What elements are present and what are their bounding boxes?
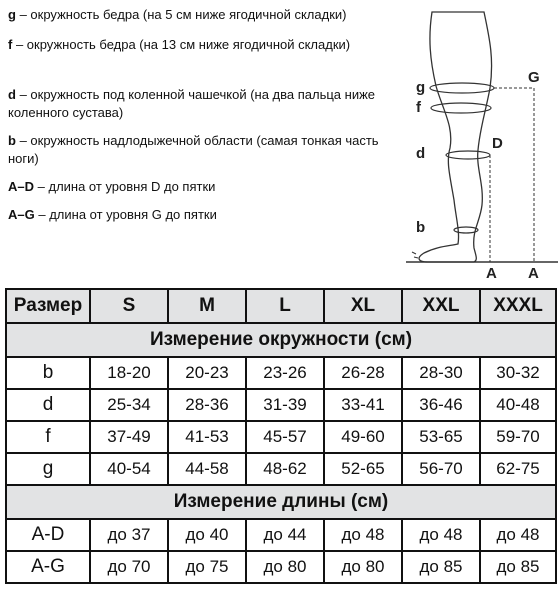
table-cell: 25-34 — [90, 389, 168, 421]
size-header-label: Размер — [6, 289, 90, 323]
table-cell: 36-46 — [402, 389, 480, 421]
table-cell: 28-36 — [168, 389, 246, 421]
legend-item-b — [8, 132, 380, 168]
table-cell: 45-57 — [246, 421, 324, 453]
label-G: G — [528, 69, 540, 86]
size-header-cell: XXXL — [480, 289, 556, 323]
table-row — [6, 357, 556, 389]
table-cell: 44-58 — [168, 453, 246, 485]
size-header-cell: M — [168, 289, 246, 323]
table-cell: 23-26 — [246, 357, 324, 389]
label-d: d — [416, 145, 426, 162]
leg-outline — [419, 12, 492, 262]
legend-key: b — [8, 133, 16, 148]
legend-key: g — [8, 7, 16, 22]
length-section-row — [6, 485, 556, 519]
row-label: A-D — [6, 519, 90, 551]
table-row — [6, 519, 556, 551]
table-cell: 28-30 — [402, 357, 480, 389]
table-cell: до 80 — [324, 551, 402, 583]
label-D: D — [492, 135, 503, 152]
length-section-title: Измерение длины (см) — [6, 485, 556, 519]
table-cell: 59-70 — [480, 421, 556, 453]
label-b: b — [416, 219, 426, 236]
label-A-right: A — [528, 265, 539, 282]
table-cell: 56-70 — [402, 453, 480, 485]
legend-text: – окружность бедра (на 13 см ниже ягодичной складки) — [15, 37, 351, 52]
table-cell: 62-75 — [480, 453, 556, 485]
size-header-cell: S — [90, 289, 168, 323]
toes-detail — [412, 252, 418, 258]
table-cell: до 40 — [168, 519, 246, 551]
table-cell: до 85 — [480, 551, 556, 583]
legend-item-d — [8, 86, 380, 122]
table-row — [6, 421, 556, 453]
row-label: g — [6, 453, 90, 485]
circumference-section-title: Измерение окружности (см) — [6, 323, 556, 357]
table-row — [6, 389, 556, 421]
table-cell: до 48 — [480, 519, 556, 551]
table-cell: до 48 — [402, 519, 480, 551]
circumference-section-row — [6, 323, 556, 357]
size-header-row — [6, 289, 556, 323]
ring-g — [430, 83, 494, 93]
table-cell: 41-53 — [168, 421, 246, 453]
label-f: f — [416, 99, 421, 116]
legend-text: – окружность бедра (на 5 см ниже ягодичной складки) — [19, 7, 347, 22]
table-cell: 40-54 — [90, 453, 168, 485]
table-cell: до 44 — [246, 519, 324, 551]
ring-f — [431, 103, 491, 113]
legend-key: f — [8, 37, 13, 52]
size-header-cell: XXL — [402, 289, 480, 323]
size-header-cell: L — [246, 289, 324, 323]
table-cell: до 80 — [246, 551, 324, 583]
table-cell: 52-65 — [324, 453, 402, 485]
row-label: d — [6, 389, 90, 421]
table-cell: 26-28 — [324, 357, 402, 389]
label-g: g — [416, 79, 426, 96]
table-cell: 30-32 — [480, 357, 556, 389]
legend-text: – длина от уровня D до пятки — [37, 179, 216, 194]
legend-key: A–D — [8, 179, 35, 194]
legend-text: – окружность надлодыжечной области (самая тонкая часть ноги) — [8, 133, 379, 166]
table-cell: до 48 — [324, 519, 402, 551]
size-chart-table — [5, 288, 557, 584]
legend-key: d — [8, 87, 16, 102]
table-row — [6, 551, 556, 583]
table-cell: 20-23 — [168, 357, 246, 389]
table-cell: до 37 — [90, 519, 168, 551]
table-cell: до 70 — [90, 551, 168, 583]
table-cell: 31-39 — [246, 389, 324, 421]
table-cell: 49-60 — [324, 421, 402, 453]
table-cell: до 85 — [402, 551, 480, 583]
ring-d — [446, 151, 490, 159]
row-label: f — [6, 421, 90, 453]
legend-text: – окружность под коленной чашечкой (на два пальца ниже коленного сустава) — [8, 87, 376, 120]
legend-item-a-g — [8, 206, 380, 224]
table-cell: 48-62 — [246, 453, 324, 485]
table-cell: до 75 — [168, 551, 246, 583]
table-cell: 33-41 — [324, 389, 402, 421]
table-row — [6, 453, 556, 485]
legend-item-g — [8, 6, 380, 24]
table-cell: 53-65 — [402, 421, 480, 453]
legend-text: – длина от уровня G до пятки — [38, 207, 217, 222]
label-A-left: A — [486, 265, 497, 282]
legend-key: A–G — [8, 207, 35, 222]
leg-diagram — [398, 0, 560, 282]
size-header-cell: XL — [324, 289, 402, 323]
row-label: b — [6, 357, 90, 389]
table-cell: 40-48 — [480, 389, 556, 421]
table-cell: 18-20 — [90, 357, 168, 389]
legend-item-f — [8, 36, 380, 54]
table-cell: 37-49 — [90, 421, 168, 453]
row-label: A-G — [6, 551, 90, 583]
legend-item-a-d — [8, 178, 380, 196]
